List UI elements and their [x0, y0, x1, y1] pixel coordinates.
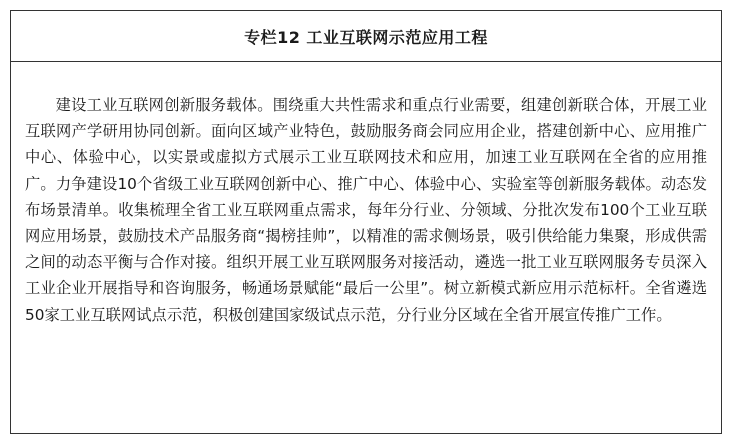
box-title: 专栏12 工业互联网示范应用工程	[244, 27, 488, 47]
column-box	[10, 10, 722, 434]
title-row	[11, 11, 721, 62]
box-body	[11, 62, 721, 328]
body-paragraph: 建设工业互联网创新服务载体。围绕重大共性需求和重点行业需要，组建创新联合体，开展工业互联网产学研用协同创新。面向区域产业特色，鼓励服务商会同应用企业，搭建创新中心、应用推广中心、体验中心，以实景或虚拟方式展示工业互联网技术和应用，加速工业互联网在全省的应用推广。力争建设10个省级工业互联网创新中心、推广中心、体验中心、实验室等创新服务载体。动态发布场景清单。收集梳理全省工业互联网重点需求，每年分行业、分领域、分批次发布100个工业互联网应用场景，鼓励技术产品服务商“揭榜挂帅”，以精准的需求侧场景，吸引供给能力集聚，形成供需之间的动态平衡与合作对接。组织开展工业互联网服务对接活动，遴选一批工业互联网服务专员深入工业企业开展指导和咨询服务，畅通场景赋能“最后一公里”。树立新模式新应用示范标杆。全省遴选50家工业互联网试点示范，积极创建国家级试点示范，分行业分区域在全省开展宣传推广工作。	[25, 96, 707, 324]
